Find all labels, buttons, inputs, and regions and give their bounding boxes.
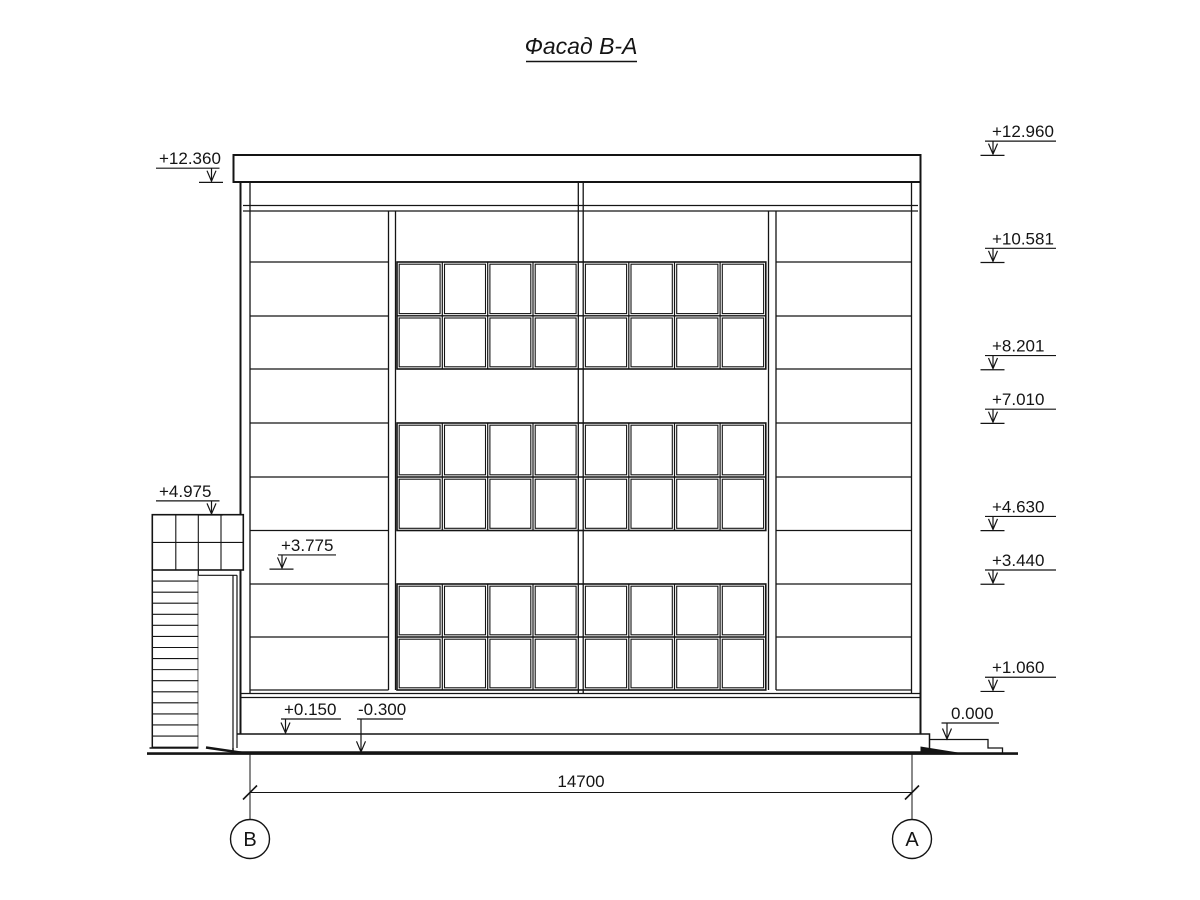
window-sash [535, 639, 576, 688]
window-sash [399, 425, 440, 475]
elevation-label: +3.440 [992, 551, 1045, 571]
entrance-ramp [206, 748, 244, 754]
elevation-mark [281, 700, 341, 733]
elevation-mark [981, 497, 1057, 530]
elevation-mark [981, 658, 1057, 691]
elevation-label: +3.775 [281, 535, 334, 555]
elevation-label: +12.360 [159, 149, 221, 169]
window-sash [722, 639, 763, 688]
window-sash [631, 479, 672, 528]
window-sash [490, 264, 531, 313]
elevation-mark [981, 122, 1057, 155]
right-steps [921, 740, 1003, 754]
stair-treads [152, 581, 198, 747]
elevation-label: +7.010 [992, 390, 1045, 410]
dimension-axes [231, 755, 932, 859]
window-sash [535, 586, 576, 635]
window-sash [535, 479, 576, 528]
elevation-mark [981, 551, 1057, 584]
elevation-label: +12.960 [992, 122, 1054, 142]
elevation-label: +8.201 [992, 336, 1045, 356]
window-sash [399, 318, 440, 367]
window-sash [399, 639, 440, 688]
elevation-label: -0.300 [358, 700, 407, 719]
window-sash [585, 425, 626, 475]
elevation-mark [981, 390, 1057, 423]
window-sash [585, 586, 626, 635]
elevation-label: +4.630 [992, 497, 1045, 517]
window-sash [535, 318, 576, 367]
window-sash [445, 586, 486, 635]
window-sash [722, 586, 763, 635]
window-sash [722, 264, 763, 313]
window-sash [677, 264, 718, 313]
window-sash [631, 264, 672, 313]
plinth [233, 734, 930, 752]
window-sash [677, 639, 718, 688]
window-sash [490, 586, 531, 635]
elevation-mark [942, 704, 1000, 739]
window-sash [631, 639, 672, 688]
elevation-mark [981, 229, 1057, 262]
facade-openings [250, 262, 912, 690]
elevation-label: +4.975 [159, 481, 212, 501]
window-sash [490, 479, 531, 528]
axis-label-b: В [243, 829, 257, 851]
window-sash [585, 318, 626, 367]
window-sash [490, 318, 531, 367]
window-sash [722, 318, 763, 367]
window-sash [445, 318, 486, 367]
elevation-mark [156, 482, 223, 515]
elevation-mark [357, 700, 407, 752]
building-outline [233, 155, 930, 752]
window-sash [445, 639, 486, 688]
window-sash [490, 639, 531, 688]
window-sash [722, 425, 763, 475]
dimension-value: 14700 [557, 772, 605, 791]
steps-apron [921, 747, 959, 753]
elevation-mark [156, 149, 223, 182]
window-sash [722, 479, 763, 528]
window-sash [399, 264, 440, 313]
window-sash [677, 479, 718, 528]
elevation-mark [981, 337, 1057, 370]
window-sash [535, 264, 576, 313]
elevation-label: +1.060 [992, 658, 1045, 678]
window-sash [677, 586, 718, 635]
axis-label-a: А [905, 829, 919, 851]
window-sash [677, 318, 718, 367]
window-sash [585, 639, 626, 688]
stair-tower [150, 515, 244, 753]
elevation-label: +10.581 [992, 229, 1054, 249]
elevation-label: +0.150 [284, 700, 337, 719]
elevation-mark [270, 536, 337, 569]
window-sash [677, 425, 718, 475]
window-sash [445, 479, 486, 528]
parapet [234, 155, 921, 182]
window-sash [585, 479, 626, 528]
window-sash [631, 586, 672, 635]
window-sash [631, 318, 672, 367]
window-sash [445, 425, 486, 475]
window-sash [631, 425, 672, 475]
elevation-label: 0.000 [951, 704, 994, 723]
door-mask [198, 575, 237, 748]
window-sash [535, 425, 576, 475]
drawing-title: Фасад В-А [524, 33, 638, 59]
window-sash [399, 586, 440, 635]
window-sash [399, 479, 440, 528]
window-sash [585, 264, 626, 313]
window-sash [445, 264, 486, 313]
window-sash [490, 425, 531, 475]
